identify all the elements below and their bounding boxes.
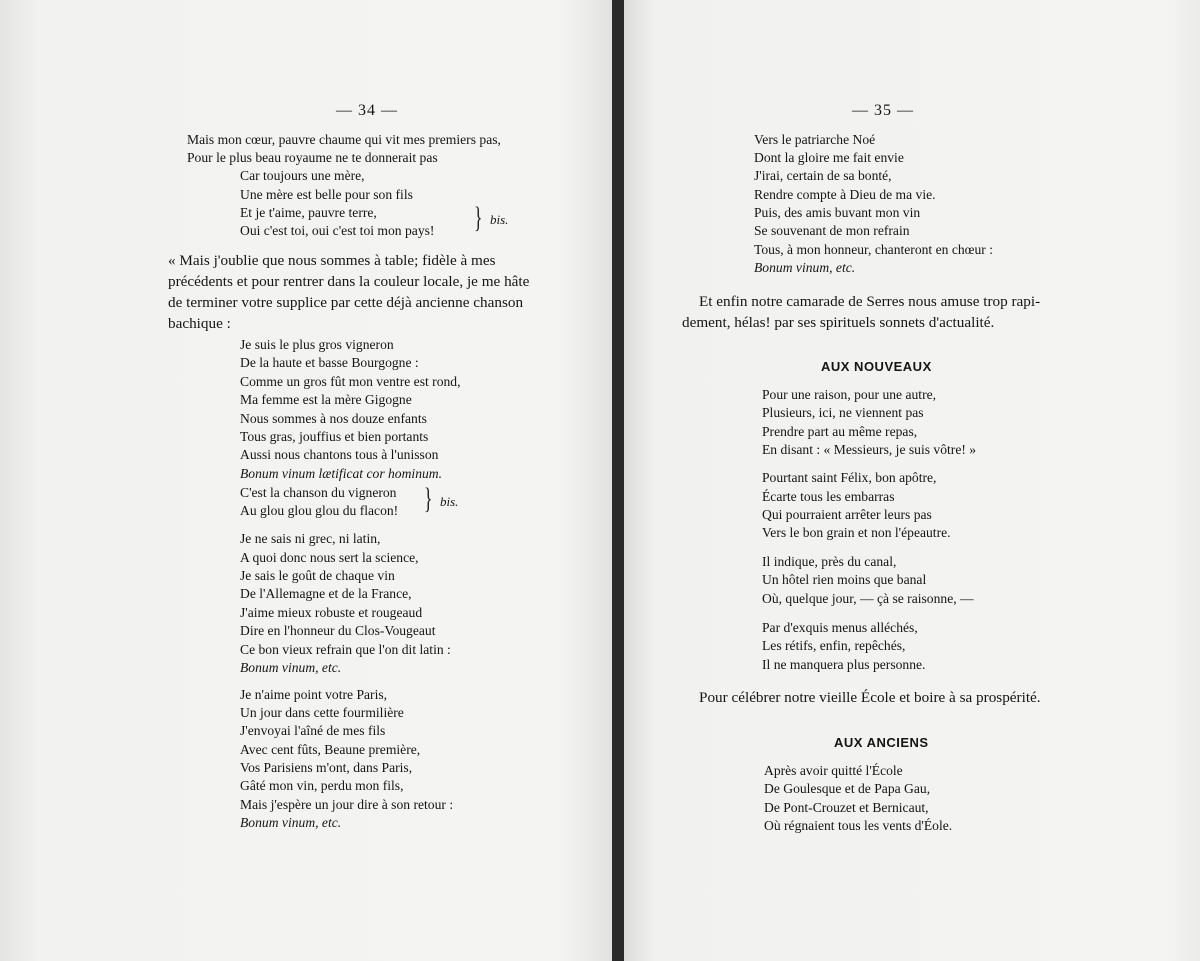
- verse-line: J'envoyai l'aîné de mes fils: [240, 723, 386, 738]
- bis-label: bis.: [440, 494, 459, 509]
- verse-line: De l'Allemagne et de la France,: [240, 586, 412, 601]
- verse-line: Comme un gros fût mon ventre est rond,: [240, 374, 461, 389]
- bis-label: bis.: [490, 212, 509, 227]
- verse-line: Rendre compte à Dieu de ma vie.: [754, 187, 936, 202]
- verse-line-latin: Bonum vinum lætificat cor hominum.: [240, 466, 443, 481]
- verse-line: Tous gras, jouffius et bien portants: [240, 429, 429, 444]
- verse-line: Gâté mon vin, perdu mon fils,: [240, 778, 404, 793]
- sonnet-line: Prendre part au même repas,: [762, 424, 918, 439]
- verse-line: Et je t'aime, pauvre terre,: [240, 205, 377, 220]
- sonnet-line: Qui pourraient arrêter leurs pas: [762, 507, 932, 522]
- sonnet-line: Après avoir quitté l'École: [764, 763, 903, 778]
- verse-line: De la haute et basse Bourgogne :: [240, 355, 419, 370]
- verse-line: Au glou glou glou du flacon!: [240, 503, 399, 518]
- verse-line: C'est la chanson du vigneron: [240, 485, 397, 500]
- verse-line: Je ne sais ni grec, ni latin,: [240, 531, 381, 546]
- verse-line: Vos Parisiens m'ont, dans Paris,: [240, 760, 413, 775]
- section-heading-nouveaux: AUX NOUVEAUX: [821, 359, 932, 374]
- verse-line-latin: Bonum vinum, etc.: [240, 660, 342, 675]
- verse-line-latin: Bonum vinum, etc.: [754, 260, 856, 275]
- verse-line-latin: Bonum vinum, etc.: [240, 815, 342, 830]
- sonnet-line: En disant : « Messieurs, je suis vôtre! »: [762, 442, 977, 457]
- prose-line: de terminer votre supplice par cette déjà ancienne chanson: [168, 294, 524, 311]
- sonnet-line: De Goulesque et de Papa Gau,: [764, 781, 931, 796]
- prose-line: précédents et pour rentrer dans la couleur locale, je me hâte: [168, 273, 530, 290]
- prose-line: dement, hélas! par ses spirituels sonnets d'actualité.: [682, 314, 995, 331]
- brace-icon: }: [423, 482, 433, 515]
- brace-icon: }: [473, 201, 483, 234]
- verse-line: Vers le patriarche Noé: [754, 132, 876, 147]
- verse-line: Se souvenant de mon refrain: [754, 223, 910, 238]
- verse-line: Dont la gloire me fait envie: [754, 150, 904, 165]
- verse-line: Ce bon vieux refrain que l'on dit latin :: [240, 642, 451, 657]
- prose-line: bachique :: [168, 315, 231, 332]
- verse-line: Mais mon cœur, pauvre chaume qui vit mes premiers pas,: [187, 132, 501, 147]
- right-page: [624, 0, 1200, 961]
- prose-line: Pour célébrer notre vieille École et boire à sa prospérité.: [699, 689, 1041, 706]
- sonnet-line: Par d'exquis menus alléchés,: [762, 620, 918, 635]
- sonnet-line: Il ne manquera plus personne.: [762, 657, 926, 672]
- sonnet-line: Où régnaient tous les vents d'Éole.: [764, 818, 953, 833]
- sonnet-line: Pourtant saint Félix, bon apôtre,: [762, 470, 937, 485]
- sonnet-line: Écarte tous les embarras: [762, 489, 895, 504]
- verse-line: Je sais le goût de chaque vin: [240, 568, 395, 583]
- verse-line: Car toujours une mère,: [240, 168, 365, 183]
- verse-line: Nous sommes à nos douze enfants: [240, 411, 427, 426]
- sonnet-line: Les rétifs, enfin, repêchés,: [762, 638, 906, 653]
- prose-line: Et enfin notre camarade de Serres nous amuse trop rapi-: [699, 293, 1041, 310]
- sonnet-line: Où, quelque jour, — çà se raisonne, —: [762, 591, 974, 606]
- verse-line: Dire en l'honneur du Clos-Vougeaut: [240, 623, 436, 638]
- page-number-34: — 34 —: [336, 102, 398, 119]
- verse-line: Aussi nous chantons tous à l'unisson: [240, 447, 439, 462]
- sonnet-line: Pour une raison, pour une autre,: [762, 387, 937, 402]
- verse-line: Puis, des amis buvant mon vin: [754, 205, 921, 220]
- verse-line: Mais j'espère un jour dire à son retour :: [240, 797, 454, 812]
- verse-line: Pour le plus beau royaume ne te donnerait pas: [187, 150, 438, 165]
- verse-line: J'aime mieux robuste et rougeaud: [240, 605, 423, 620]
- verse-line: Ma femme est la mère Gigogne: [240, 392, 412, 407]
- verse-line: Oui c'est toi, oui c'est toi mon pays!: [240, 223, 435, 238]
- section-heading-anciens: AUX ANCIENS: [834, 735, 929, 750]
- verse-line: Une mère est belle pour son fils: [240, 187, 413, 202]
- verse-line: Je suis le plus gros vigneron: [240, 337, 394, 352]
- book-gutter: [612, 0, 624, 961]
- verse-line: Un jour dans cette fourmilière: [240, 705, 404, 720]
- verse-line: Avec cent fûts, Beaune première,: [240, 742, 421, 757]
- sonnet-line: Plusieurs, ici, ne viennent pas: [762, 405, 924, 420]
- prose-line: « Mais j'oublie que nous sommes à table; fidèle à mes: [168, 252, 496, 269]
- verse-line: A quoi donc nous sert la science,: [240, 550, 419, 565]
- verse-line: Je n'aime point votre Paris,: [240, 687, 388, 702]
- sonnet-line: De Pont-Crouzet et Bernicaut,: [764, 800, 929, 815]
- sonnet-line: Il indique, près du canal,: [762, 554, 897, 569]
- sonnet-line: Vers le bon grain et non l'épeautre.: [762, 525, 951, 540]
- sonnet-line: Un hôtel rien moins que banal: [762, 572, 927, 587]
- verse-line: J'irai, certain de sa bonté,: [754, 168, 892, 183]
- verse-line: Tous, à mon honneur, chanteront en chœur :: [754, 242, 993, 257]
- page-number-35: — 35 —: [852, 102, 914, 119]
